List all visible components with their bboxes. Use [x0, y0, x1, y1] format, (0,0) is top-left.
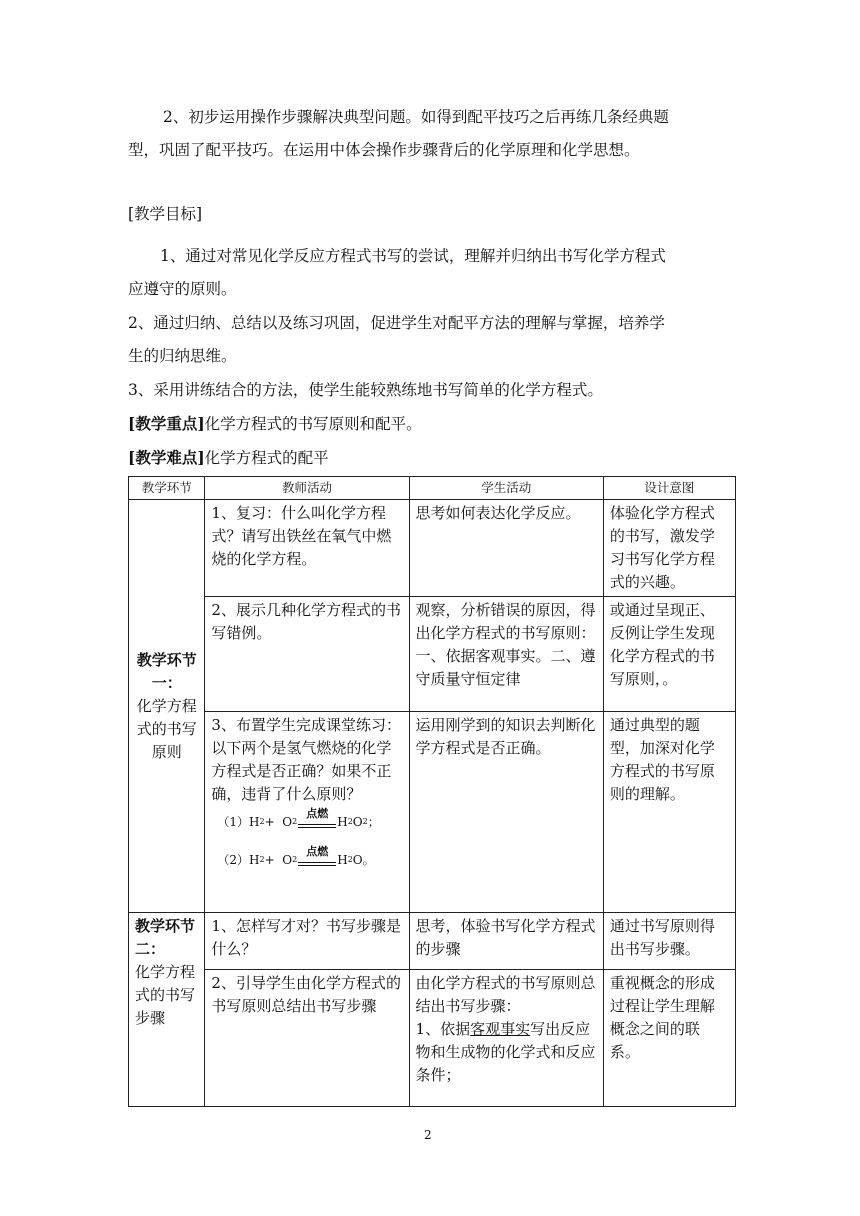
- intro-paragraph-line1: 2、初步运用操作步骤解决典型问题。如得到配平技巧之后再练几条经典题: [163, 108, 669, 126]
- header-teacher: 教师活动: [205, 477, 409, 500]
- difficulty-text: 化学方程式的配平: [204, 449, 329, 467]
- objective-1-line1: 1、通过对常见化学反应方程式书写的尝试，理解并归纳出书写化学方程式: [160, 247, 666, 265]
- lesson-plan-table: [128, 476, 736, 1107]
- intro-paragraph-line2: 型，巩固了配平技巧。在运用中体会操作步骤背后的化学原理和化学思想。: [128, 141, 640, 159]
- design-intent: 体验化学方程式的书写，激发学习书写化学方程式的兴趣。: [603, 500, 735, 597]
- teacher-activity-cell: [205, 712, 409, 913]
- objectives-heading: [教学目标]: [128, 205, 203, 223]
- section1-subtitle: 化学方程式的书写原则: [136, 696, 197, 761]
- design-intent: 或通过呈现正、反例让学生发现化学方程式的书写原则，。: [603, 597, 735, 712]
- student-activity: 观察，分析错误的原因，得出化学方程式的书写原则：一、依据客观事实。二、遵守质量守恒定律: [409, 597, 603, 712]
- student-activity: 思考，体验书写化学方程式的步骤: [409, 913, 603, 970]
- table-row: [129, 597, 736, 712]
- teacher-activity: 2、展示几种化学方程式的书写错例。: [205, 597, 409, 712]
- section1-cell: [129, 500, 205, 913]
- design-intent: 通过典型的题型，加深对化学方程式的书写原则的理解。: [603, 712, 735, 913]
- table-row: [129, 712, 736, 913]
- difficulty-label: [教学难点]: [128, 448, 205, 467]
- design-intent: 重视概念的形成过程让学生理解概念之间的联系。: [603, 970, 735, 1107]
- section1-title: 教学环节一：: [136, 650, 197, 692]
- teacher-activity: 2、引导学生由化学方程式的书写原则总结出书写步骤: [205, 970, 409, 1107]
- condition-arrow: 点燃: [298, 816, 336, 830]
- teacher-activity: 1、复习：什么叫化学方程式？请写出铁丝在氧气中燃烧的化学方程。: [205, 500, 409, 597]
- student-step-1: 1、依据客观事实写出反应物和生成物的化学式和反应条件；: [415, 1020, 596, 1084]
- student-activity-cell: [409, 970, 603, 1107]
- key-point: [128, 413, 422, 435]
- difficulty-point: [128, 447, 329, 469]
- student-activity: 由化学方程式的书写原则总结出书写步骤：: [415, 974, 596, 1015]
- section2-title: 教学环节二：: [135, 917, 196, 958]
- table-row: [129, 500, 736, 597]
- section2-cell: [129, 913, 205, 1107]
- objective-2-line2: 生的归纳思维。: [128, 347, 237, 365]
- student-activity: 运用刚学到的知识去判断化学方程式是否正确。: [409, 712, 603, 913]
- header-stage: 教学环节: [129, 477, 205, 500]
- objective-3: 3、采用讲练结合的方法，使学生能较熟练地书写简单的化学方程式。: [128, 381, 603, 399]
- objective-1-line2: 应遵守的原则。: [128, 280, 237, 298]
- header-intent: 设计意图: [603, 477, 735, 500]
- page-number: 2: [424, 1128, 432, 1142]
- table-header-row: [129, 477, 736, 500]
- condition-arrow: 点燃: [298, 854, 336, 868]
- section2-subtitle: 化学方程式的书写步骤: [135, 963, 196, 1027]
- header-student: 学生活动: [409, 477, 603, 500]
- equation-1: （1） H 2 + O 2 点燃 H 2 O 2 ；: [217, 807, 380, 829]
- student-activity: 思考如何表达化学反应。: [409, 500, 603, 597]
- key-point-label: [教学重点]: [128, 414, 205, 433]
- table-row: [129, 970, 736, 1107]
- key-point-text: 化学方程式的书写原则和配平。: [204, 415, 422, 433]
- teacher-activity: 1、怎样写才对？书写步骤是什么？: [205, 913, 409, 970]
- objective-2-line1: 2、通过归纳、总结以及练习巩固，促进学生对配平方法的理解与掌握，培养学: [128, 314, 665, 332]
- equation-2: （2） H 2 + O 2 点燃 H 2 O 。: [217, 845, 375, 867]
- table-row: [129, 913, 736, 970]
- teacher-activity: 3、布置学生完成课堂练习：以下两个是氢气燃烧的化学方程式是否正确？如果不正确，违背了什么原则？: [211, 716, 401, 803]
- design-intent: 通过书写原则得出书写步骤。: [603, 913, 735, 970]
